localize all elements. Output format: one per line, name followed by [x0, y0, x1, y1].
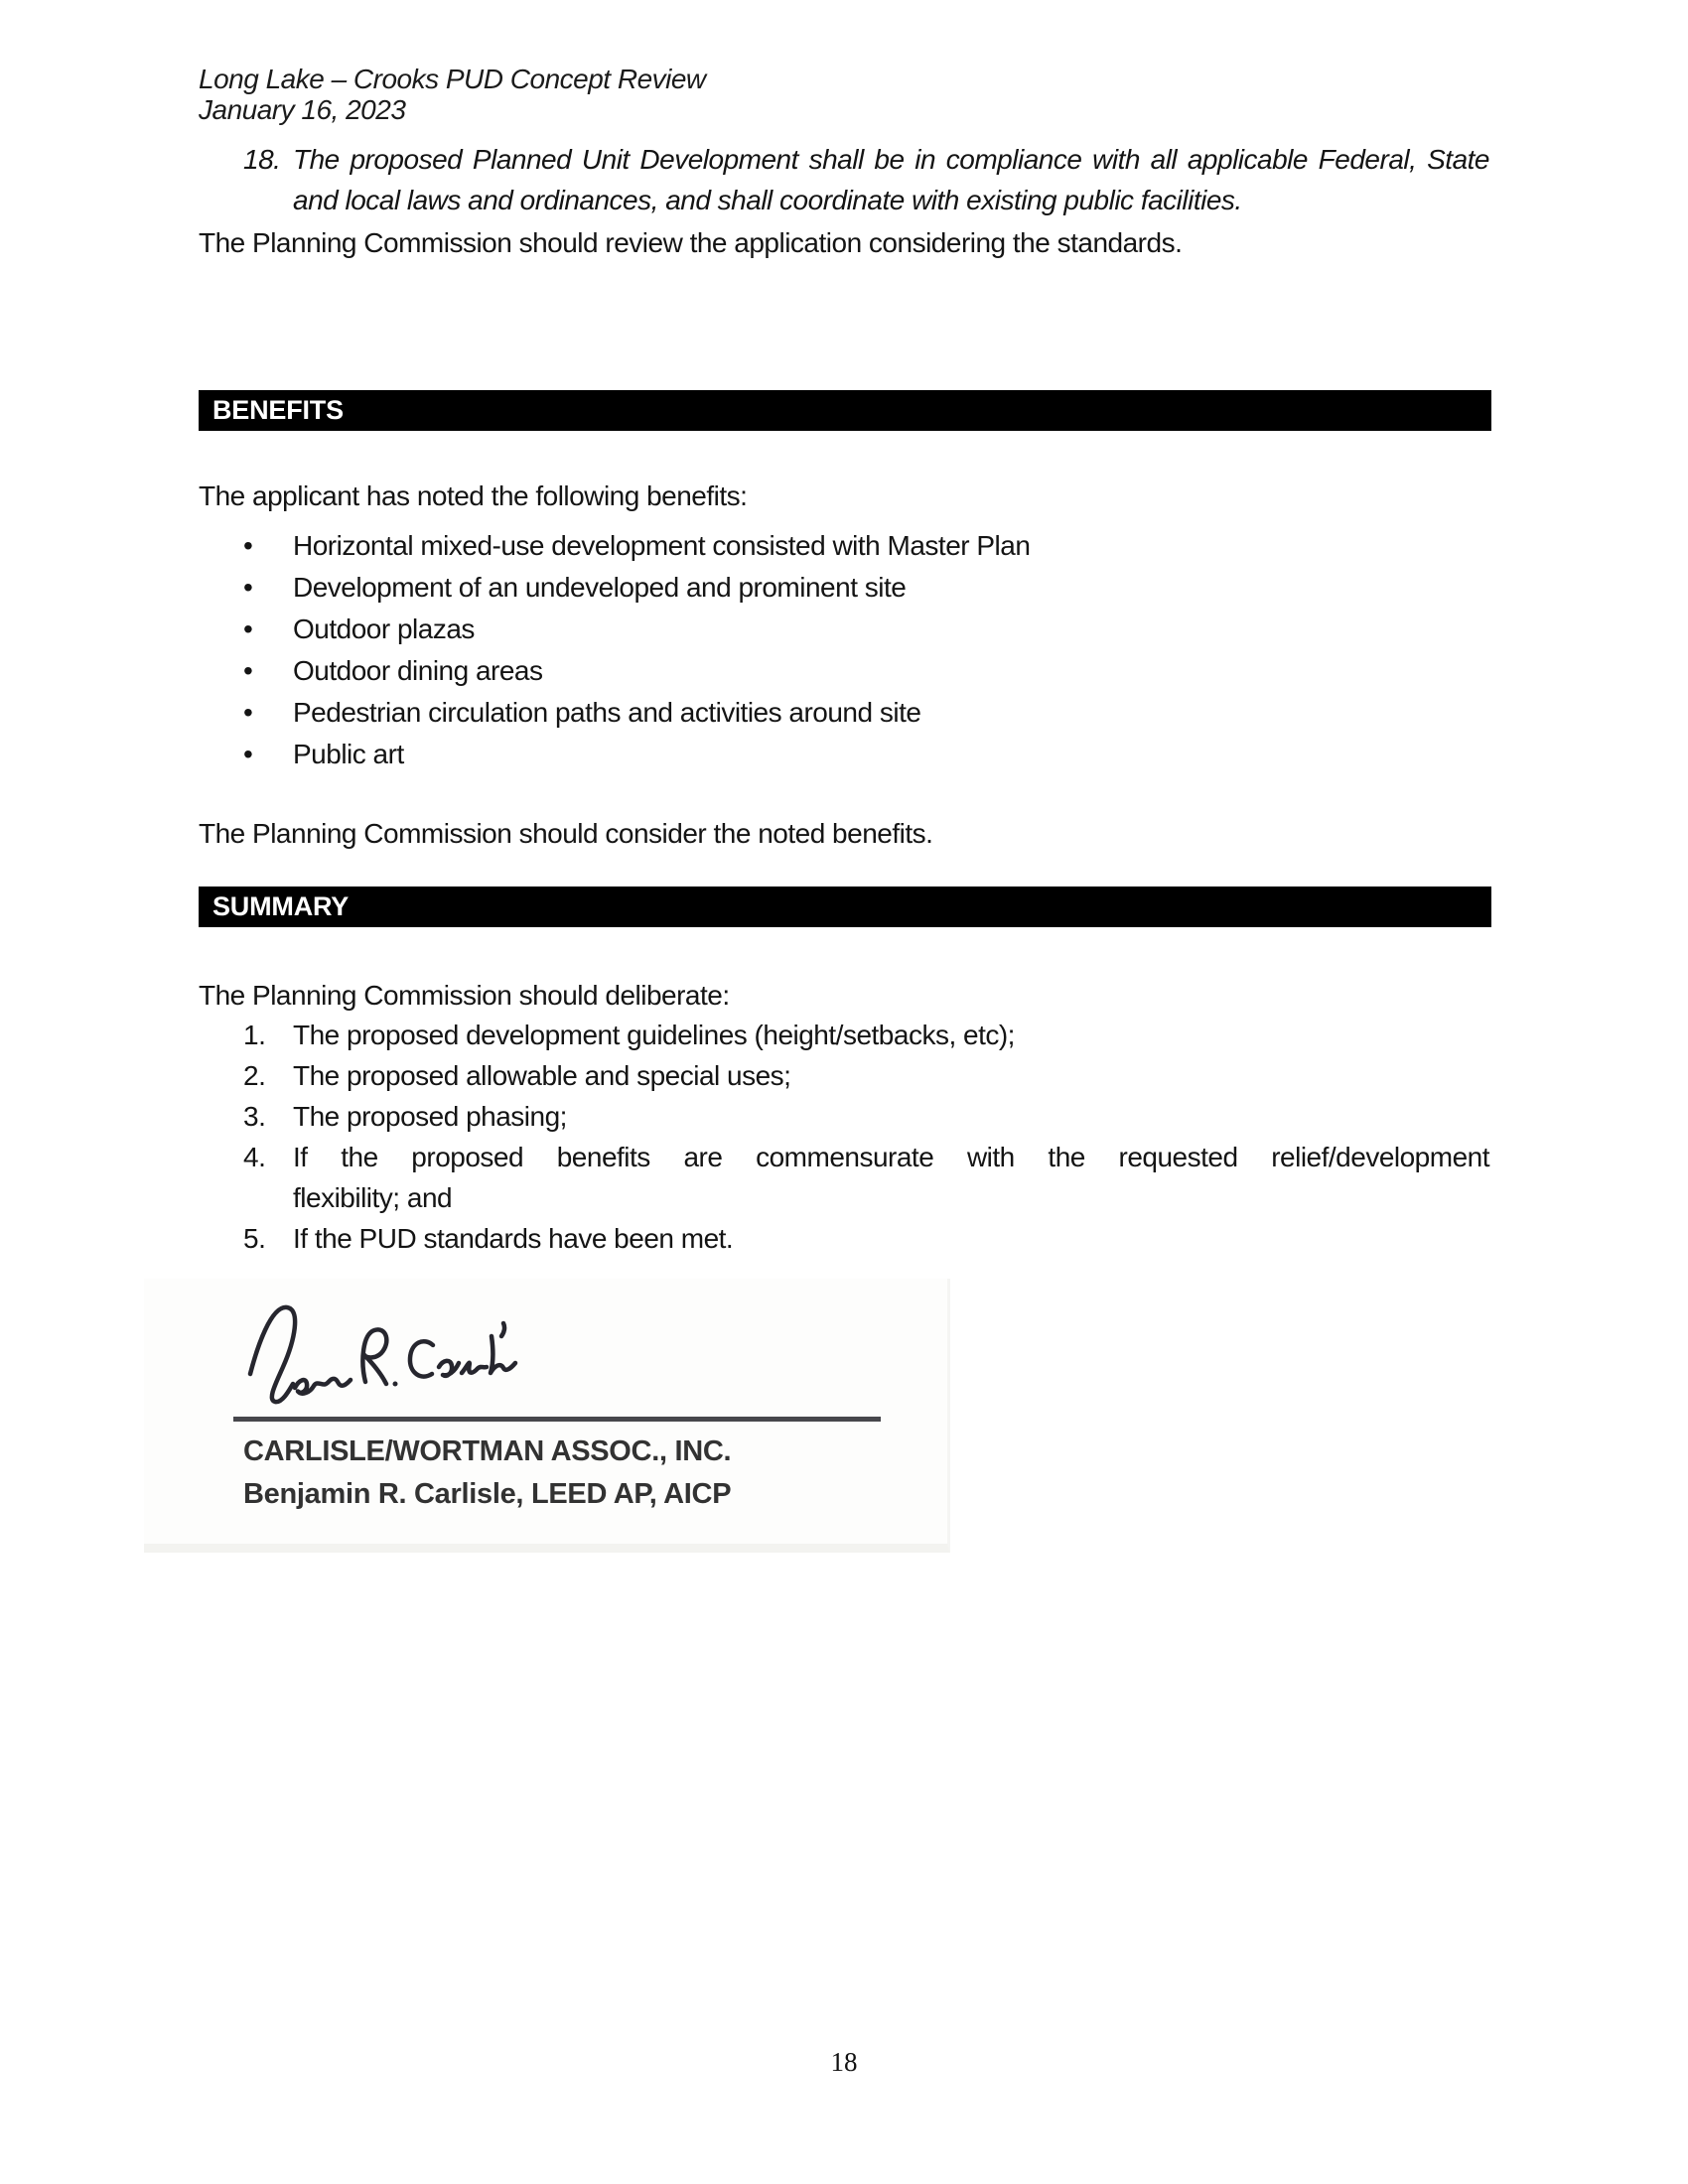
- summary-item: [199, 1055, 1489, 1096]
- benefits-note: The Planning Commission should consider the noted benefits.: [199, 818, 933, 849]
- signature-underline: [233, 1417, 881, 1422]
- summary-item-text: The proposed development guidelines (height/setbacks, etc);: [293, 1020, 1015, 1050]
- benefit-item-text: Horizontal mixed-use development consisted with Master Plan: [293, 530, 1031, 561]
- signature-name: Benjamin R. Carlisle, LEED AP, AICP: [243, 1478, 732, 1510]
- benefit-item-text: Development of an undeveloped and prominent site: [293, 572, 907, 603]
- bullet-icon: •: [243, 530, 253, 561]
- summary-item-text: The proposed phasing;: [293, 1101, 567, 1132]
- summary-lead: The Planning Commission should deliberate:: [199, 980, 730, 1011]
- bullet-icon: •: [243, 614, 253, 644]
- header-title: Long Lake – Crooks PUD Concept Review: [199, 64, 706, 94]
- benefit-item: [199, 734, 1489, 775]
- summary-item-number: 3.: [243, 1101, 266, 1132]
- header-date: January 16, 2023: [199, 94, 406, 125]
- standard-item-line1: The proposed Planned Unit Development shall be in compliance with all applicable Federal, State: [293, 144, 1489, 175]
- standard-item-number: 18.: [243, 144, 281, 175]
- summary-item-number: 4.: [243, 1142, 266, 1172]
- standard-item-18: [199, 139, 1489, 220]
- summary-item-number: 2.: [243, 1060, 266, 1091]
- summary-item: [199, 1096, 1489, 1137]
- bullet-icon: •: [243, 697, 253, 728]
- summary-item-number: 5.: [243, 1223, 266, 1254]
- summary-item: [199, 1015, 1489, 1055]
- page-number: 18: [830, 2047, 858, 2077]
- signature-block: [144, 1279, 950, 1553]
- summary-item: [199, 1137, 1489, 1177]
- standards-review-note: The Planning Commission should review the application considering the standards.: [199, 227, 1183, 258]
- benefit-item: [199, 609, 1489, 650]
- summary-section-header: [199, 887, 1491, 927]
- summary-heading-label: SUMMARY: [212, 891, 350, 921]
- summary-item-text: If the PUD standards have been met.: [293, 1223, 734, 1254]
- benefits-heading-label: BENEFITS: [212, 395, 344, 425]
- standard-item-line2: and local laws and ordinances, and shall coordinate with existing public facilities.: [293, 185, 1242, 215]
- benefit-item: [199, 650, 1489, 692]
- benefit-item: [199, 692, 1489, 734]
- summary-item-number: 1.: [243, 1020, 266, 1050]
- document-header: [199, 64, 1489, 125]
- benefit-item-text: Outdoor dining areas: [293, 655, 543, 686]
- bullet-icon: •: [243, 572, 253, 603]
- summary-item: [199, 1218, 1489, 1259]
- bullet-icon: •: [243, 655, 253, 686]
- benefits-list: [199, 525, 1489, 775]
- benefits-lead: The applicant has noted the following benefits:: [199, 480, 748, 511]
- signature-scribble-icon: [235, 1289, 563, 1420]
- benefit-item: [199, 567, 1489, 609]
- benefits-section-header: [199, 390, 1491, 431]
- signature-company: CARLISLE/WORTMAN ASSOC., INC.: [243, 1435, 732, 1467]
- benefit-item-text: Outdoor plazas: [293, 614, 475, 644]
- benefit-item-text: Public art: [293, 739, 404, 769]
- summary-item-text: The proposed allowable and special uses;: [293, 1060, 791, 1091]
- bullet-icon: •: [243, 739, 253, 769]
- summary-item-text-line1: If the proposed benefits are commensurate with the requested relief/development: [293, 1142, 1489, 1172]
- summary-list: [199, 1015, 1489, 1259]
- benefit-item: [199, 525, 1489, 567]
- summary-item-text-line2: flexibility; and: [293, 1182, 453, 1213]
- benefit-item-text: Pedestrian circulation paths and activities around site: [293, 697, 921, 728]
